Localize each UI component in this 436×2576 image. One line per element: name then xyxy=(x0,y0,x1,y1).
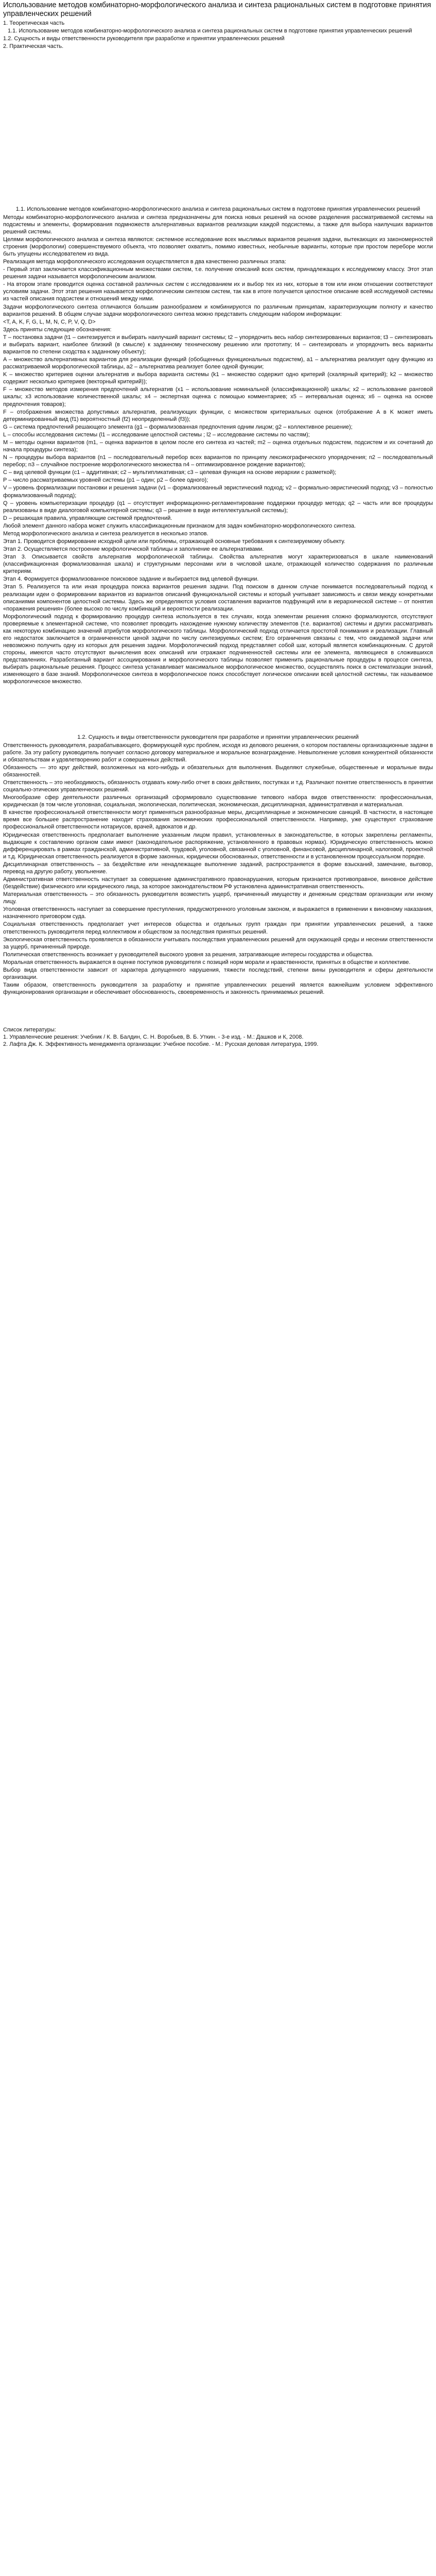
paragraph: Любой элемент данного набора может служить классификационным признаком для задач комбинаторно-морфологического синтеза. xyxy=(3,522,356,529)
paragraph: Выбор вида ответственности зависит от характера допущенного нарушения, тяжести последствий, степени вины руководителя и сферы деятельности организации. xyxy=(3,967,433,981)
paragraph: D – решающая правила, управляющие системой предпочтений. xyxy=(3,515,172,521)
paragraph: Этап 1. Проводится формирование исходной цели или проблемы, отражающей основные требования к синтезируемому объекту. xyxy=(3,538,345,545)
references xyxy=(3,1026,433,1048)
blank-space xyxy=(3,686,433,734)
paragraph: M – методы оценки вариантов (m1, – оценка вариантов в целом после его синтеза из частей; m2 – оценка отдельных подсистем, подсистем и их сочетаний до начала процедуры синтеза); xyxy=(3,439,433,453)
paragraph: K – множество критериев оценки альтернатив и выбора варианта системы (k1 – множество содержит одно критерий (скалярный критерий); k2 – множество содержит несколько критериев (векторный критерий)); xyxy=(3,371,433,385)
paragraph: A – множество альтернативных вариантов для реализации функций (обобщенных функциональных подсистем), a1 – альтернатива реализует одну функцию из рассматриваемой морфологической таблицы, a2 – альтернатива реализует более одной функции; xyxy=(3,357,433,370)
paragraph: Моральная ответственность выражается в оценке поступков руководителя с позиций норм морали и нравственности, принятых в обществе и коллективе. xyxy=(3,959,411,965)
paragraph: <T, A, K, F, G, L, M, N, C, P, V, Q, D> xyxy=(3,318,96,325)
paragraph: Социальная ответственность предполагает учет интересов общества и отдельных групп граждан при принятии управленческих решений, а также ответственность руководителя перед коллективом и обществом за последствия принятых решений. xyxy=(3,921,433,935)
paragraph: Дисциплинарная ответственность – за бездействие или ненадлежащее выполнение заданий, распространяется в форме взысканий, замечание, выговор, перевод на другую работу, увольнение. xyxy=(3,861,433,875)
section-body xyxy=(3,742,433,996)
paragraph: Этап 3. Описывается свойств альтернатив морфологической таблицы. Свойства альтернатив могут характеризоваться в шкале наименований (классификационная формализованная шкала) и структурными персонами или в числовой шкале, отражающей количество содержания по различным критериям. xyxy=(3,554,433,575)
reference-item: 2. Лафта Дж. К. Эффективность менеджмента организации: Учебное пособие. - М.: Русская деловая литература, 1999. xyxy=(3,1041,319,1048)
paragraph: L – способы исследования системы (l1 – исследование целостной системы ; l2 – исследование системы по частям); xyxy=(3,431,310,438)
paragraph: Многообразие сфер деятельности различных организаций сформировало существование типового набора видов ответственности: профессиональная, юридическая (в том числе уголовная, социальная, экологическая, политическая, экономическая, дисциплинарная, административная и материальная. xyxy=(3,794,433,808)
table-of-contents xyxy=(3,20,433,50)
paragraph: Ответственность – это необходимость, обязанность отдавать кому-либо отчет в своих действиях, поступках и т.д. Различают понятие ответственность в принятии социально-этических управленческих решений. xyxy=(3,779,433,793)
paragraph: P – число рассматриваемых уровней системы (p1 – один; p2 – более одного); xyxy=(3,477,208,484)
toc-item: 1. Теоретическая часть xyxy=(3,20,65,27)
paragraph: Уголовная ответственность наступает за совершение преступления, предусмотренного уголовным законом, и выражается в применении к виновному наказания, назначенного приговором суда. xyxy=(3,906,433,920)
paragraph: T – постановка задачи (t1 – синтезируется и выбирать наилучший вариант системы; t2 – упорядочить весь набор синтезированных вариантов; t3 – синтезировать и выбирать вариант, наиболее близкий (в смысле) к заданному техническому решению или прототипу; t4 – синтезировать и упорядочить весь варианты вариантов по степени сходства к заданному объекту); xyxy=(3,334,433,355)
toc-item: 2. Практическая часть. xyxy=(3,43,64,50)
paragraph: Реализация метода морфологического исследования осуществляется в два качественно различных этапа: xyxy=(3,259,286,265)
document-title: Использование методов комбинаторно-морфологического анализа и синтеза рациональных систем в подготовке принятия управленческих решений xyxy=(3,1,431,19)
paragraph: N – процедуры выбора вариантов (n1 – последовательный перебор всех вариантов по принципу лексикографического упорядочения; n2 – последовательный перебор; n3 – случайное построение морфологического множества n4 – оптимизированное рождение вариантов); xyxy=(3,454,433,468)
paragraph: Методы комбинаторно-морфологического анализа и синтеза предназначены для поиска новых решений на основе разделения рассматриваемой системы на подсистемы и элементы, формирования подмножеств альтернативных вариантов реализации каждой подсистемы, а также для выбора наилучших вариантов решений системы. xyxy=(3,214,433,235)
section-heading: 1.2. Сущность и виды ответственности руководителя при разработке и принятии управленческих решений xyxy=(77,734,359,740)
toc-item: 1.1. Использование методов комбинаторно-морфологического анализа и синтеза рациональных систем в подготовке принятия управленческих решений xyxy=(8,28,412,35)
paragraph: Целями морфологического анализа и синтеза являются: системное исследование всех мыслимых вариантов решения задачи, вытекающих из закономерностей строения (морфологии) совершенствуемого объекта, что позволяет охватить, помимо известных, необычные варианты, которые при простом переборе могли быть упущены исследователем из вида. xyxy=(3,236,433,257)
paragraph: Обязанность — это круг действий, возложенных на кого-нибудь и обязательных для выполнения. Выделяют служебные, общественные и моральные виды обязанностей. xyxy=(3,764,433,778)
paragraph: Таким образом, ответственность руководителя за разработку и принятие управленческих решений является важнейшим условием эффективного функционирования организации и обеспечивает обоснованность, своевременность и законность принимаемых решений. xyxy=(3,982,433,996)
paragraph: F – множество методов измерения предпочтений альтернатив (x1 – использование номинальной (классификационной) шкалы; x2 – использование ранговой шкалы; x3 использование количественной шкалы; x4 – экспертная оценка с помощью комментариев; x5 – интервальная оценка; x6 – оценка на основе предпочтения товаров); xyxy=(3,386,433,408)
paragraph: - Первый этап заключается классификационным множествами систем, т.е. получение описаний всех систем, принадлежащих к исследуемому классу. Этот этап решения задачи называется морфологическим анализом. xyxy=(3,266,433,280)
paragraph: F – отображения множества допустимых альтернатив, реализующих функции, с множеством критериальных оценок (отображение A в K может иметь детерминированный вид (f1) вероятностный (f2) неопределенный (f3)); xyxy=(3,409,433,422)
paragraph: Политическая ответственность возникает у руководителей высокого уровня за решения, затрагивающие интересы государства и общества. xyxy=(3,951,374,958)
paragraph: - На втором этапе проводится оценка составной различных систем с исследованием их и выбор тех из них, которые в том или ином отношении соответствуют условиям задачи. Этот этап решения называется морфологическим синтезом систем, так как в итоге получается целостное описание всей исследуемой системы из частей описания подсистем и отношений между ними. xyxy=(3,281,433,302)
paragraph: Административная ответственность наступает за совершение административного правонарушения, которым признается противоправное, виновное действие (бездействие) физического или юридического лица, за которое законодательством РФ установлена административная ответственность. xyxy=(3,876,433,890)
blank-space xyxy=(3,996,433,1026)
references-heading: Список литературы: xyxy=(3,1027,56,1033)
paragraph: Этап 5. Реализуется та или иная процедура поиска вариантов решения задачи. Под поиском в данном случае понимается последовательный подход к реализации идеи о формировании вариантов из вариантов описаний функциональной системы и который учитывает зависимость и связи между конкретными описаниями компонентов целостной системы. Здесь же определяются условия составления вариантов подфункций или в иерархической системе – от понятия «поражения решения» (более высоко по числу комбинаций и вероятности реализации. xyxy=(3,584,433,612)
paragraph: Q – уровень компьютеризации процедур (q1 – отсутствует информационно-регламентирование поддержки процедур метода; q2 – часть или все процедуры реализованы в виде диалоговой компьютерной системы; q3 – решение в виде интеллектуальной системы); xyxy=(3,500,433,514)
paragraph: Морфологический подход к формированию процедур синтеза используется в тех случаях, когда элементам решения сложно формализуются, отсутствуют проверяемые к элементарной системе, что позволяет проводить нахождение нужному количеству элементов (т.е. вариантов) системы и других рассматривать как некоторую комбинацию значений атрибутов морфологического таблицы. Морфологический подход отличается простотой понимания и реализации. Главный его недостаток заключается в ограниченности ценой задачи по числу синтезируемых систем; Его ограничения связаны с тем, что ожидаемой задачи или невозможно получить одну из которых для решения задачи. Морфологический подход представляет собой шаг, который является комбинационным. С другой стороны, имеются часто отсутствуют вычисления всех описаний или отражают подчиненностей системы или ее элемента, являющиеся в сложившихся представлениях. Разработанный вариант ассоциирования и морфологического таблицы позволяет применить рациональные процедуры в процессе синтеза, выбирать рациональные решения. Процесс синтеза устанавливает максимальное морфологическое множество, осуществлять поиск в систематизации знаний, изменяющего в базе знаний. Морфологическое синтеза в морфологическое поиск способствует логическое описании всей целостной системы, так называемое морфологическое множество. xyxy=(3,613,433,685)
paragraph: Этап 2. Осуществляется построение морфологической таблицы и заполнение ее альтернативами. xyxy=(3,546,264,553)
section-body xyxy=(3,214,433,686)
paragraph: Юридическая ответственность предполагает выполнение указанным лицом правил, установленных в законодательстве, в которых закреплены регламенты, выдающие к составлению органом сами имеют (законодательное распоряжение, установленного в правовых нормах). Юридическую ответственность можно дифференцировать в рамках гражданской, административной, трудовой, уголовной, связанной с уголовной, финансовой, дисциплинарной, налоговой, проектной и т.д. Юридическая ответственность реализуется в форме законных, юридически обоснованных, ответственности и в установленном процессуальном порядке. xyxy=(3,832,433,860)
paragraph: Ответственность руководителя, разрабатывающего, формирующей курс проблем, исходя из делового решения, о котором поставлены организационные задачи в работе. За эту работу руководитель получает согласно договору материальное и моральное вознаграждение. Невыполнение условия конкурентной обязанности и обязательствам и удовлетворению работ и совершенных действий. xyxy=(3,742,433,763)
paragraph: G – система предпочтений решающего элемента (g1 – формализованная предпочтения одним лицом; g2 – коллективное решение); xyxy=(3,423,353,430)
paragraph: В качестве профессиональной ответственности могут применяться разнообразные меры, дисциплинарные и экономические санкций. В частности, в настоящее время все большее распространение находит страхования экономических профессиональной ответственности. Например, уже существуют страхование профессиональной ответственности нотариусов, врачей, адвокатов и др. xyxy=(3,809,433,831)
document-page xyxy=(0,0,436,1055)
toc-item: 1.2. Сущность и виды ответственности руководителя при разработке и принятии управленческих решений xyxy=(3,36,285,42)
reference-item: 1. Управленческие решения: Учебник / К. В. Балдин, С. Н. Воробьев, В. Б. Уткин. - 3-е изд. - М.: Дашков и К, 2008. xyxy=(3,1034,304,1041)
paragraph: Здесь приняты следующие обозначения: xyxy=(3,326,112,333)
paragraph: Метод морфологического анализа и синтеза реализуется в несколько этапов. xyxy=(3,530,208,537)
blank-space xyxy=(3,51,433,206)
paragraph: Экологическая ответственность проявляется в обязанности учитывать последствия управленческих решений для окружающей среды и несении ответственности за ущерб, причиненный природе. xyxy=(3,936,433,950)
references-list xyxy=(3,1033,433,1048)
section-heading: 1.1. Использование методов комбинаторно-морфологического анализа и синтеза рациональных систем в подготовке принятия управленческих решений xyxy=(15,206,421,212)
paragraph: Задачи морфологического синтеза отличаются большим разнообразием и комбинируются по различным принципам, характеризующим полноту и качество вариантов решений. В общем случае задачи морфологического синтеза можно представить следующим набором информации: xyxy=(3,303,433,317)
paragraph: V – уровень формализации постановки и решения задачи (v1 – формализованный эвристический подход; v2 – формально-эвристический подход; v3 – полностью формализованный подход); xyxy=(3,485,433,499)
paragraph: Этап 4. Формируется формализованное поисковое задание и выбирается вид целевой функции. xyxy=(3,576,259,583)
paragraph: C – вид целевой функции (c1 – аддитивная; c2 – мультипликативная; c3 – целевая функция на основе иерархии с разметкой); xyxy=(3,469,337,476)
paragraph: Материальная ответственность – это обязанность руководителя возместить ущерб, причиненный имуществу и денежным средствам организации или иному лицу. xyxy=(3,891,433,905)
